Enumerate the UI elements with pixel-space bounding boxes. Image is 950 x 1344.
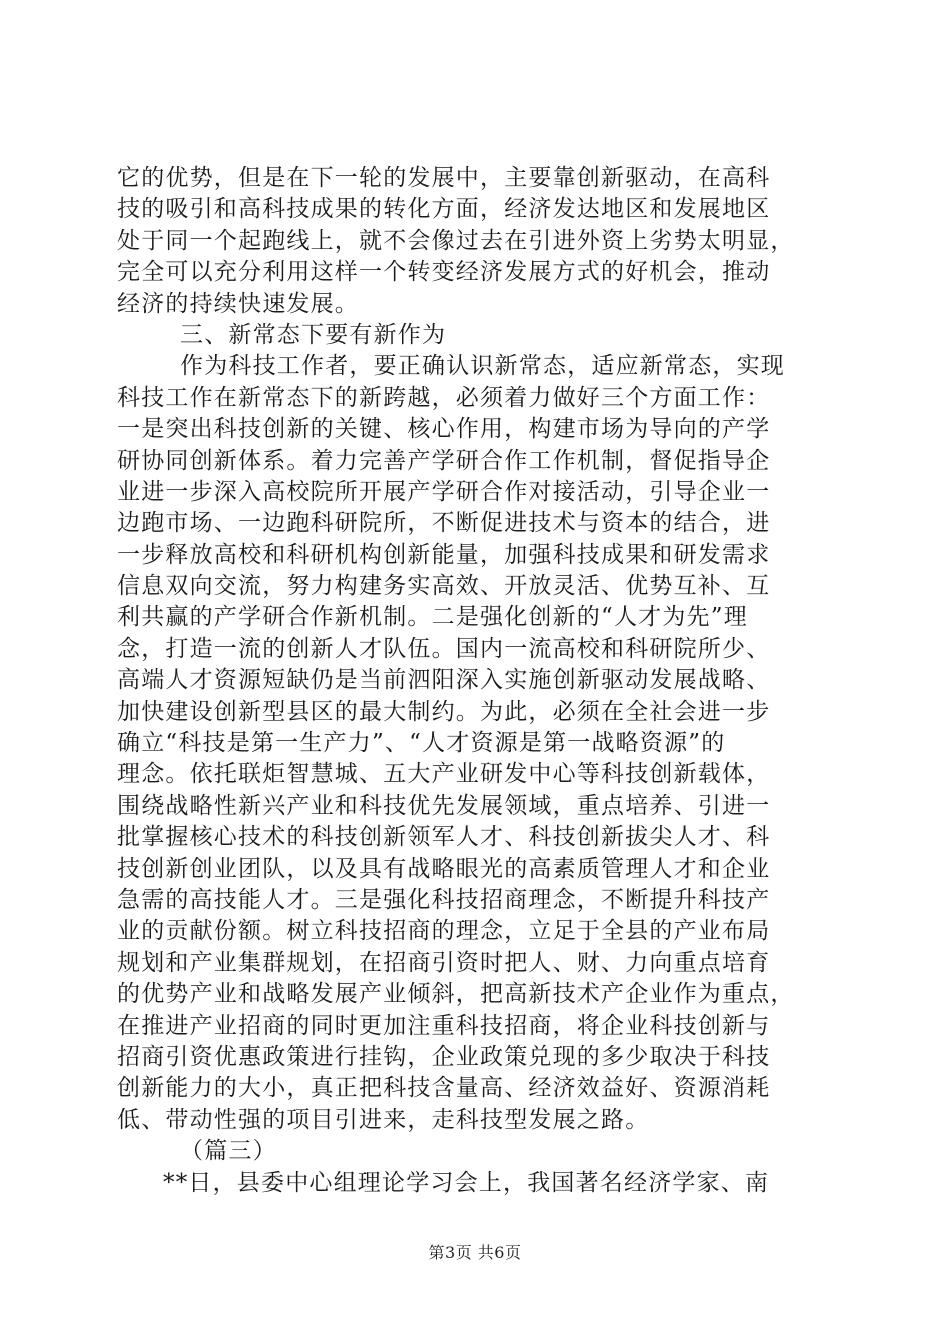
text-line: 规划和产业集群规划，在招商引资时把人、财、力向重点培育 (117, 949, 771, 976)
text-line: 招商引资优惠政策进行挂钩，企业政策兑现的多少取决于科技 (117, 1043, 771, 1070)
text-line: 高端人才资源短缺仍是当前泗阳深入实施创新驱动发展战略、 (117, 667, 771, 694)
text-line: 加快建设创新型县区的最大制约。为此，必须在全社会进一步 (117, 698, 771, 725)
text-line: 确立“科技是第一生产力”、“人才资源是第一战略资源”的 (117, 730, 726, 757)
text-line: 它的优势，但是在下一轮的发展中，主要靠创新驱动，在高科 (117, 165, 771, 191)
text-line: 急需的高技能人才。三是强化科技招商理念，不断提升科技产 (117, 886, 771, 913)
text-line: 理念。依托联炬智慧城、五大产业研发中心等科技创新载体， (117, 761, 771, 788)
text-line: 科技工作在新常态下的新跨越，必须着力做好三个方面工作： (117, 384, 771, 411)
text-line: 一步释放高校和科研机构创新能量，加强科技成果和研发需求 (117, 541, 771, 568)
text-line: 完全可以充分利用这样一个转变经济发展方式的好机会，推动 (117, 259, 771, 286)
paragraph-start: **日，县委中心组理论学习会上，我国著名经济学家、南 (163, 1169, 770, 1196)
section-heading: 三、新常态下要有新作为 (180, 321, 447, 348)
text-line: 低、带动性强的项目引进来，走科技型发展之路。 (117, 1106, 650, 1133)
paragraph-start: 作为科技工作者，要正确认识新常态，适应新常态，实现 (180, 353, 785, 380)
text-line: 业进一步深入高校院所开展产学研合作对接活动，引导企业一 (117, 478, 771, 505)
text-line: 边跑市场、一边跑科研院所，不断促进技术与资本的结合，进 (117, 510, 771, 537)
text-line: 一是突出科技创新的关键、核心作用，构建市场为导向的产学 (117, 416, 771, 443)
text-line: 批掌握核心技术的科技创新领军人才、科技创新拔尖人才、科 (117, 824, 771, 851)
text-line: 处于同一个起跑线上，就不会像过去在引进外资上劣势太明显， (117, 227, 795, 254)
text-line: 创新能力的大小，真正把科技含量高、经济效益好、资源消耗 (117, 1075, 771, 1102)
text-line: 在推进产业招商的同时更加注重科技招商，将企业科技创新与 (117, 1012, 771, 1039)
text-line: 研协同创新体系。着力完善产学研合作工作机制，督促指导企 (117, 447, 771, 474)
text-line: 技的吸引和高科技成果的转化方面，经济发达地区和发展地区 (117, 196, 771, 223)
text-line: 技创新创业团队，以及具有战略眼光的高素质管理人才和企业 (117, 855, 771, 882)
text-line: 信息双向交流，努力构建务实高效、开放灵活、优势互补、互 (117, 573, 771, 600)
text-line: 业的贡献份额。树立科技招商的理念，立足于全县的产业布局 (117, 918, 771, 945)
text-line: 利共赢的产学研合作新机制。二是强化创新的“人才为先”理 (117, 604, 748, 631)
section-label: （篇三） (180, 1138, 277, 1165)
text-line: 的优势产业和战略发展产业倾斜，把高新技术产企业作为重点， (117, 981, 795, 1008)
text-line: 经济的持续快速发展。 (117, 290, 359, 317)
document-body (117, 163, 837, 1199)
text-line: 围绕战略性新兴产业和科技优先发展领域，重点培养、引进一 (117, 792, 771, 819)
page-footer: 第3页 共6页 (428, 1243, 522, 1262)
text-line: 念，打造一流的创新人才队伍。国内一流高校和科研院所少、 (117, 635, 771, 662)
